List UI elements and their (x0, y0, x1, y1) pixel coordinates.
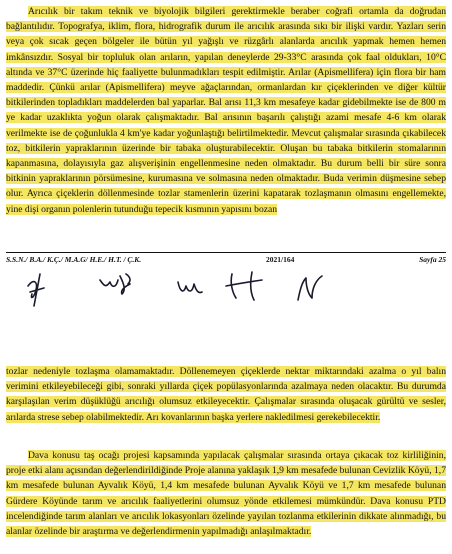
footer-divider (6, 252, 446, 253)
signature-2 (100, 274, 130, 294)
body-paragraph-1 (6, 4, 446, 217)
signature-4 (226, 272, 262, 300)
signature-3 (178, 282, 202, 293)
body-paragraph-3 (6, 448, 446, 539)
footer-initials: S.S.N./ B.A./ K.Ç./ M.A.G/ H.E./ H.T. / Ç.K. (6, 255, 142, 264)
page-footer (6, 255, 446, 264)
signature-5 (298, 276, 322, 300)
document-page-lower (0, 364, 452, 554)
footer-page-number: Sayfa 25 (419, 255, 446, 264)
signatures-row (0, 264, 452, 312)
page-break (0, 312, 452, 364)
highlighted-text: Dava konusu taş ocağı projesi kapsamında yapılacak çalışmalar sırasında ortaya çıkacak toz kirliliğinin, proje etki alanı açısından değerlendirildiğinde Proje alanına yaklaşık 1,9 km mesafede bulunan Cevizlik Köyü, 1,7 km mesafede bulunan Ayvalık Köyü, 1,4 km mesafede bulunan Ayvalık Köyü ve 1,7 km mesafede bulunan Gürdere Köyünde tarım ve arıcılık faaliyetlerini olumsuz yönde etkilemesi mümkündür. Dava konusu PTD incelendiğinde tarım alanları ve arıcılık lokasyonları özelinde yayılan tozlanma etkilerinin dikkate alınmadığı, bu alanlar özelinde bir araştırma ve değerlendirmenin yapılmadığı anlaşılmaktadır. (6, 450, 446, 538)
footer-case-number: 2021/164 (265, 255, 295, 264)
body-paragraph-2 (6, 364, 446, 425)
highlighted-text: Arıcılık bir takım teknik ve biyolojik bilgileri gerektirmekle beraber coğrafi ortamla da doğrudan bağlantılıdır. Topografya, iklim, flora, hidrografik durum ile arıcılık arasında sıkı bir ilişki vardır. Yazları serin veya çok sıcak geçen bölgeler ile bütün yıl yağışlı ve rüzgârlı alanlarda arıcılık yapmak hemen hemen imkânsızdır. Sosyal bir topluluk olan arıların, yapılan deneylerde 29-33°C arasında çok faal oldukları, 10°C altında ve 37°C üzerinde hiç faaliyette bulunmadıkları tespit edilmiştir. Arılar (Apismellifera) için flora bir ham maddedir. Çünkü arılar (Apismellifera) meyve ağaçlarından, ormanlardan kır çiçeklerinden ve diğer kültür bitkilerinden topladıkları maddelerden bal yaparlar. Bal arısı 11,3 km mesafeye kadar gidebilmekte ise de 800 m ye kadar uzaklıkta yoğun olarak çalışmaktadır. Bal arısının başarılı çalıştığı azami mesafe 4-6 km olarak verilmekte ise de çoğunlukla 4 km'ye kadar yoğunlaştığı belirtilmektedir. Mevcut çalışmalar sırasında çıkabilecek toz, bitkilerin yapraklarının üzerinde bir tabaka oluşturabilecektir. Oluşan bu tabaka bitkilerin stomalarının kapanmasına, dolayısıyla gaz alışverişinin engellenmesine neden olmaktadır. Bu durum belli bir süre sonra bitkinin yapraklarının pörsümesine, kurumasına ve solmasına neden olmaktadır. Buda verimin düşmesine sebep olur. Ayrıca çiçeklerin döllenmesinde tozlar stamenlerin üzerini kapatarak tozlaşmanın olmasını engellemekte, yine dişi organın polenlerin tutunduğu tepecik kısmının yapısını bozan (6, 6, 446, 215)
signature-1 (28, 274, 44, 306)
highlighted-text: tozlar nedeniyle tozlaşma olamamaktadır. Döllenemeyen çiçeklerde nektar miktarındaki azalma o yıl balın verimini etkileyebileceği gibi, sonraki yıllarda çiçek popülasyonlarında azalmaya neden olacaktır. Bu durumda karşılaşılan verim düşüklüğü arıcılığı olumsuz etkileyecektir. Çalışmalar sırasında oluşacak gürültü ve sesler, arılarda strese sebep olabilmektedir. Arı kovanlarının başka yerlere nakledilmesi gerekebilecektir. (6, 366, 446, 423)
